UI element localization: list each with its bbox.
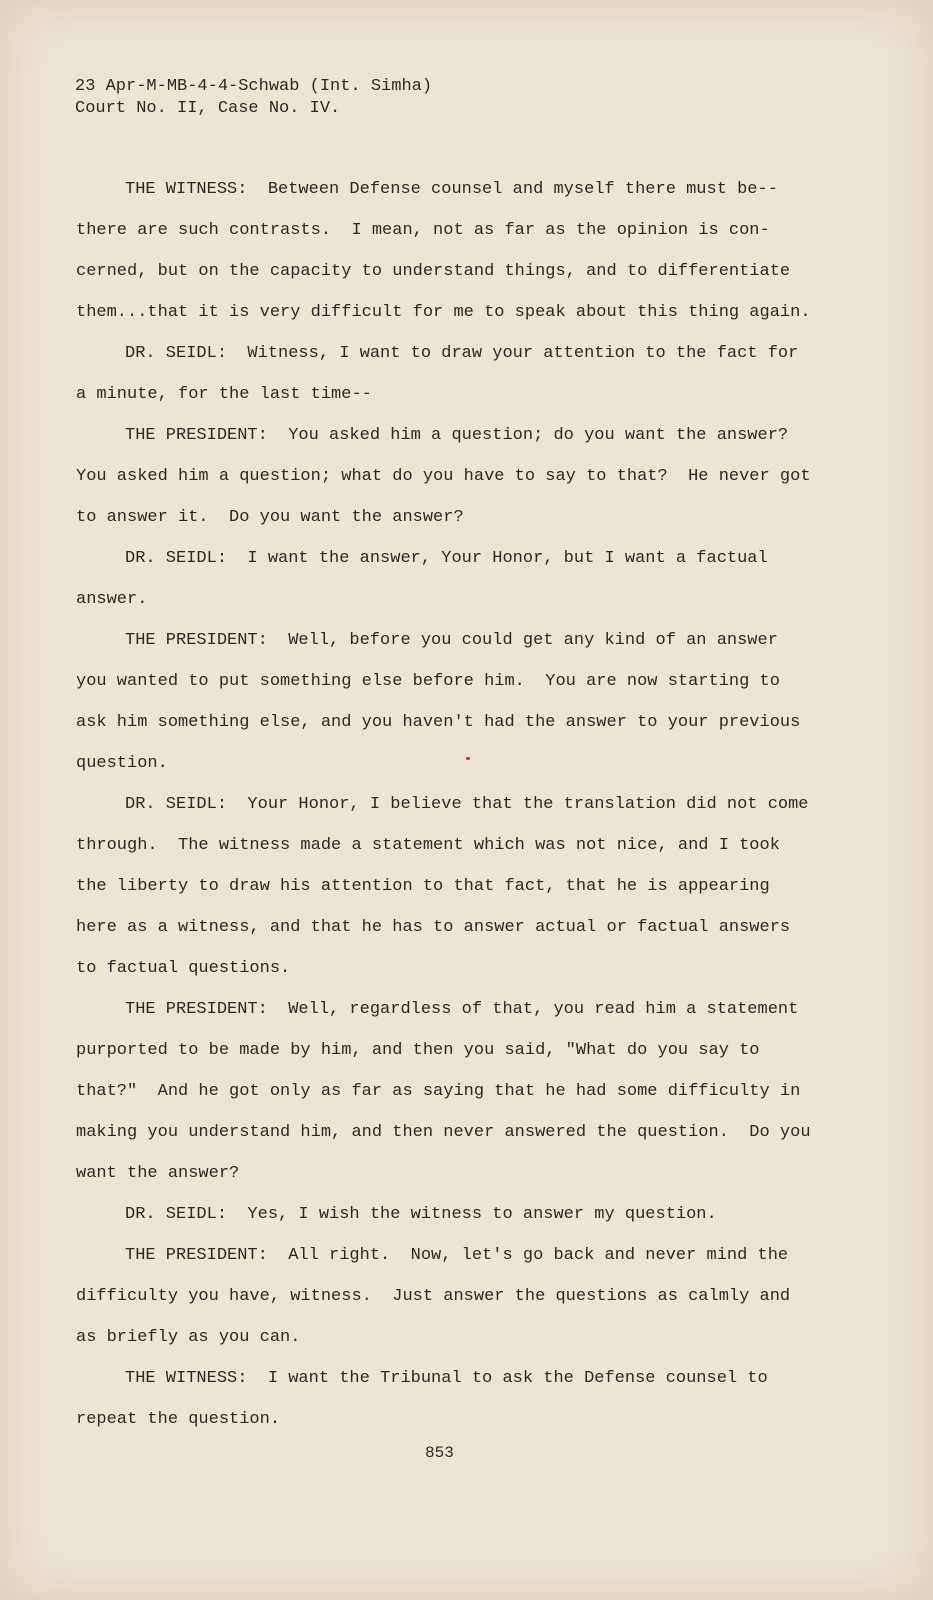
transcript-line: want the answer? — [76, 1164, 240, 1183]
transcript-line: THE WITNESS: I want the Tribunal to ask the Defense counsel to — [125, 1369, 768, 1388]
header-line-1: 23 Apr-M-MB-4-4-Schwab (Int. Simha) — [75, 77, 433, 96]
transcript-line: DR. SEIDL: Witness, I want to draw your attention to the fact for — [125, 344, 799, 363]
transcript-line: answer. — [76, 590, 148, 609]
transcript-line: there are such contrasts. I mean, not as far as the opinion is con- — [76, 221, 770, 240]
transcript-line: them...that it is very difficult for me to speak about this thing again. — [76, 303, 811, 322]
transcript-line: THE WITNESS: Between Defense counsel and myself there must be-- — [125, 180, 778, 199]
page-number: 853 — [425, 1444, 454, 1462]
transcript-line: THE PRESIDENT: All right. Now, let's go back and never mind the — [125, 1246, 789, 1265]
transcript-line: DR. SEIDL: Your Honor, I believe that the translation did not come — [125, 795, 809, 814]
transcript-line: cerned, but on the capacity to understand things, and to differentiate — [76, 262, 791, 281]
transcript-line: making you understand him, and then never answered the question. Do you — [76, 1123, 811, 1142]
transcript-line: to factual questions. — [76, 959, 291, 978]
transcript-line: that?" And he got only as far as saying that he had some difficulty in — [76, 1082, 801, 1101]
transcript-line: as briefly as you can. — [76, 1328, 301, 1347]
transcript-line: to answer it. Do you want the answer? — [76, 508, 464, 527]
transcript-line: THE PRESIDENT: Well, regardless of that, you read him a statement — [125, 1000, 799, 1019]
ink-speck — [466, 757, 470, 760]
transcript-line: DR. SEIDL: Yes, I wish the witness to answer my question. — [125, 1205, 717, 1224]
transcript-line: DR. SEIDL: I want the answer, Your Honor, but I want a factual — [125, 549, 768, 568]
transcript-line: repeat the question. — [76, 1410, 281, 1429]
transcript-line: the liberty to draw his attention to that fact, that he is appearing — [76, 877, 770, 896]
transcript-line: difficulty you have, witness. Just answer the questions as calmly and — [76, 1287, 791, 1306]
transcript-line: question. — [76, 754, 168, 773]
transcript-line: ask him something else, and you haven't had the answer to your previous — [76, 713, 801, 732]
document-header — [75, 76, 432, 120]
transcript-line: through. The witness made a statement which was not nice, and I took — [76, 836, 780, 855]
transcript-line: THE PRESIDENT: You asked him a question; do you want the answer? — [125, 426, 789, 445]
transcript-line: purported to be made by him, and then you said, "What do you say to — [76, 1041, 760, 1060]
header-line-2: Court No. II, Case No. IV. — [75, 99, 341, 118]
transcript-line: here as a witness, and that he has to answer actual or factual answers — [76, 918, 791, 937]
transcript-line: You asked him a question; what do you have to say to that? He never got — [76, 467, 811, 486]
transcript-line: a minute, for the last time-- — [76, 385, 372, 404]
transcript-line: THE PRESIDENT: Well, before you could get any kind of an answer — [125, 631, 778, 650]
transcript-line: you wanted to put something else before him. You are now starting to — [76, 672, 780, 691]
